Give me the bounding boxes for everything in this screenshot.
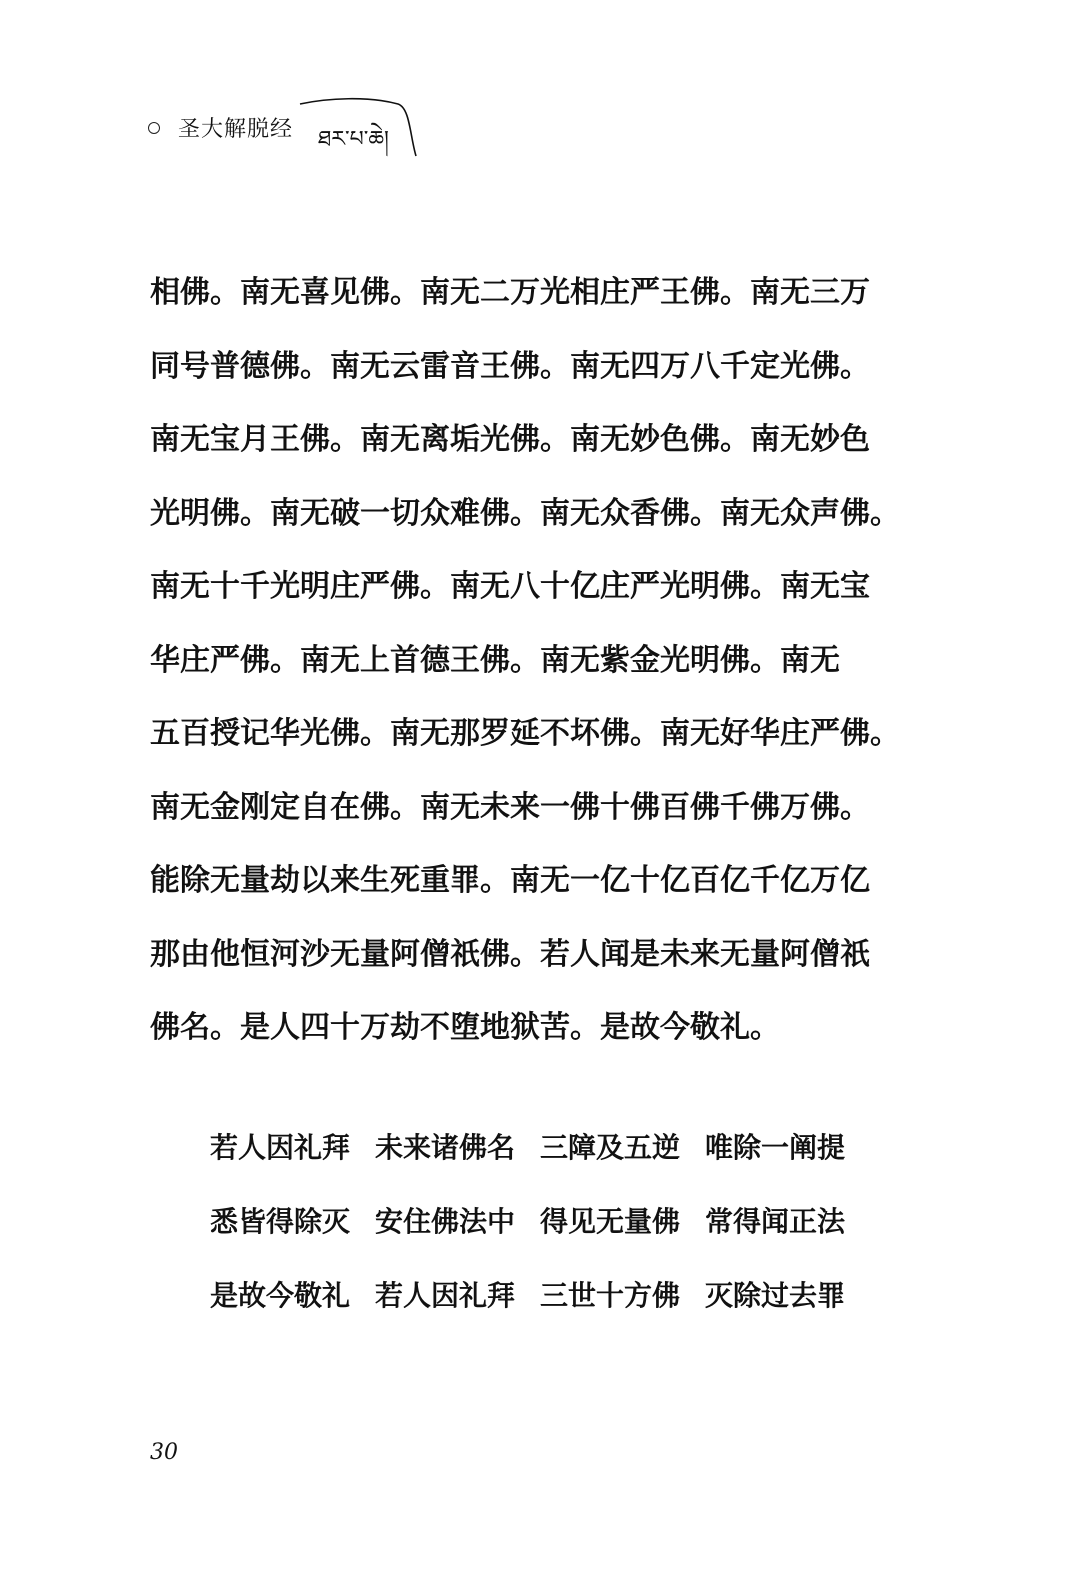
verse-block xyxy=(210,1124,870,1346)
verse-phrase: 未来诸佛名 xyxy=(375,1131,516,1164)
verse-phrase: 若人因礼拜 xyxy=(375,1279,516,1312)
text-line: 那由他恒河沙无量阿僧祇佛。若人闻是未来无量阿僧祇 xyxy=(150,936,870,972)
verse-phrase: 三障及五逆 xyxy=(540,1131,681,1164)
verse-row xyxy=(210,1124,870,1198)
text-line: 佛名。是人四十万劫不堕地狱苦。是故今敬礼。 xyxy=(150,1010,780,1045)
verse-phrase: 得见无量佛 xyxy=(540,1205,681,1238)
verse-row xyxy=(210,1198,870,1272)
verse-phrase: 若人因礼拜 xyxy=(210,1131,351,1164)
circle-bullet-icon xyxy=(148,122,160,134)
verse-phrase: 常得闻正法 xyxy=(705,1205,846,1238)
text-line: 南无宝月王佛。南无离垢光佛。南无妙色佛。南无妙色 xyxy=(150,422,870,457)
body-text xyxy=(150,268,900,1077)
text-line: 能除无量劫以来生死重罪。南无一亿十亿百亿千亿万亿 xyxy=(150,863,870,898)
text-line: 光明佛。南无破一切众难佛。南无众香佛。南无众声佛。 xyxy=(150,495,900,531)
text-line: 南无十千光明庄严佛。南无八十亿庄严光明佛。南无宝 xyxy=(150,569,870,604)
running-header xyxy=(148,100,468,170)
text-line: 五百授记华光佛。南无那罗延不坏佛。南无好华庄严佛。 xyxy=(150,716,900,751)
text-line: 南无金刚定自在佛。南无未来一佛十佛百佛千佛万佛。 xyxy=(150,789,870,825)
text-line: 同号普德佛。南无云雷音王佛。南无四万八千定光佛。 xyxy=(150,348,870,384)
tibetan-title: ཐར་པ་ཆེ། xyxy=(318,127,389,152)
text-line: 相佛。南无喜见佛。南无二万光相庄严王佛。南无三万 xyxy=(150,275,870,310)
verse-phrase: 唯除一阐提 xyxy=(705,1131,846,1164)
verse-phrase: 灭除过去罪 xyxy=(705,1279,846,1312)
page-number: 30 xyxy=(150,1440,178,1465)
verse-row xyxy=(210,1272,870,1346)
text-line: 华庄严佛。南无上首德王佛。南无紫金光明佛。南无 xyxy=(150,642,840,678)
verse-phrase: 是故今敬礼 xyxy=(210,1279,351,1312)
verse-phrase: 三世十方佛 xyxy=(540,1279,681,1312)
book-title: 圣大解脱经 xyxy=(178,117,294,142)
verse-phrase: 悉皆得除灭 xyxy=(210,1205,351,1238)
verse-phrase: 安住佛法中 xyxy=(375,1205,516,1238)
